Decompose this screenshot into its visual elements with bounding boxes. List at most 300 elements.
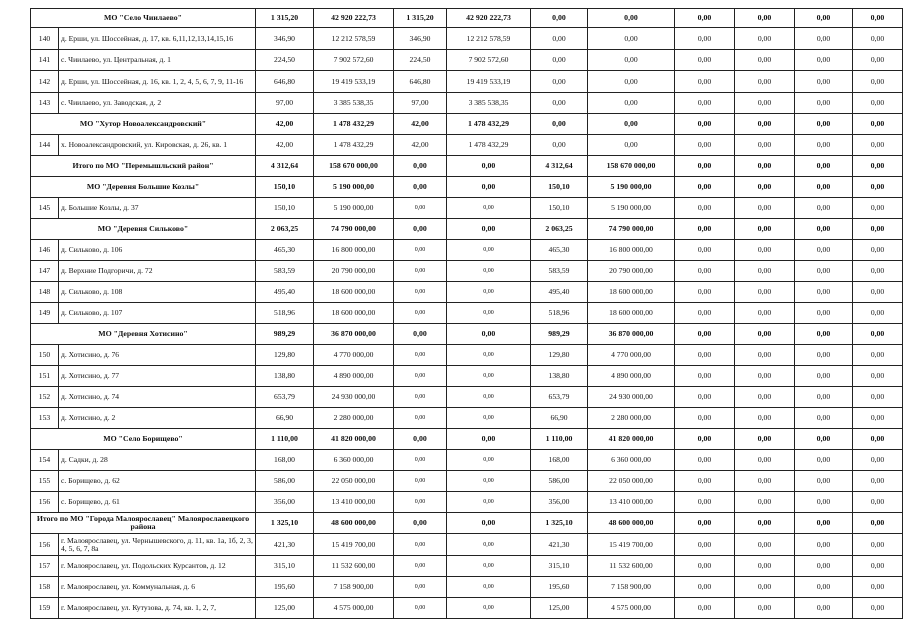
value-cell-1: 518,96 — [256, 303, 314, 324]
value-cell-7: 0,00 — [675, 534, 735, 556]
value-cell-5: 0,00 — [531, 71, 588, 93]
value-cell-1: 583,59 — [256, 261, 314, 282]
row-number: 153 — [31, 408, 59, 429]
value-cell-1: 42,00 — [256, 135, 314, 156]
address-cell: д. Хотисино, д. 2 — [59, 408, 256, 429]
value-cell-10: 0,00 — [853, 219, 903, 240]
row-number: 143 — [31, 93, 59, 114]
value-cell-6: 11 532 600,00 — [588, 556, 675, 577]
value-cell-4: 0,00 — [447, 534, 531, 556]
value-cell-5: 2 063,25 — [531, 219, 588, 240]
value-cell-6: 13 410 000,00 — [588, 492, 675, 513]
group-row — [31, 114, 903, 135]
value-cell-6: 0,00 — [588, 50, 675, 71]
table-row — [31, 71, 903, 93]
value-cell-6: 36 870 000,00 — [588, 324, 675, 345]
value-cell-3: 0,00 — [394, 387, 447, 408]
value-cell-9: 0,00 — [795, 156, 853, 177]
value-cell-1: 421,30 — [256, 534, 314, 556]
value-cell-7: 0,00 — [675, 261, 735, 282]
address-cell: г. Малоярославец, ул. Чернышевского, д. 11, кв. 1а, 1б, 2, 3, 4, 5, 6, 7, 8а — [59, 534, 256, 556]
value-cell-10: 0,00 — [853, 450, 903, 471]
value-cell-4: 0,00 — [447, 471, 531, 492]
value-cell-6: 5 190 000,00 — [588, 198, 675, 219]
value-cell-6: 18 600 000,00 — [588, 282, 675, 303]
value-cell-4: 7 902 572,60 — [447, 50, 531, 71]
value-cell-7: 0,00 — [675, 471, 735, 492]
value-cell-1: 150,10 — [256, 198, 314, 219]
value-cell-7: 0,00 — [675, 28, 735, 50]
value-cell-2: 48 600 000,00 — [314, 513, 394, 534]
group-title: МО "Хутор Новоалександровский" — [31, 114, 256, 135]
value-cell-2: 20 790 000,00 — [314, 261, 394, 282]
value-cell-5: 0,00 — [531, 50, 588, 71]
value-cell-2: 36 870 000,00 — [314, 324, 394, 345]
group-title: МО "Деревня Большие Козлы" — [31, 177, 256, 198]
address-cell: д. Ерши, ул. Шоссейная, д. 17, кв. 6,11,12,13,14,15,16 — [59, 28, 256, 50]
group-title: МО "Деревня Сильково" — [31, 219, 256, 240]
value-cell-3: 0,00 — [394, 261, 447, 282]
value-cell-6: 0,00 — [588, 114, 675, 135]
value-cell-8: 0,00 — [735, 471, 795, 492]
value-cell-9: 0,00 — [795, 50, 853, 71]
value-cell-1: 129,80 — [256, 345, 314, 366]
value-cell-10: 0,00 — [853, 282, 903, 303]
value-cell-9: 0,00 — [795, 198, 853, 219]
address-cell: г. Малоярославец, ул. Подольских Курсантов, д. 12 — [59, 556, 256, 577]
value-cell-2: 18 600 000,00 — [314, 282, 394, 303]
value-cell-1: 1 110,00 — [256, 429, 314, 450]
row-number: 158 — [31, 577, 59, 598]
value-cell-8: 0,00 — [735, 93, 795, 114]
value-cell-10: 0,00 — [853, 135, 903, 156]
value-cell-4: 0,00 — [447, 177, 531, 198]
value-cell-8: 0,00 — [735, 303, 795, 324]
value-cell-6: 48 600 000,00 — [588, 513, 675, 534]
value-cell-9: 0,00 — [795, 408, 853, 429]
value-cell-8: 0,00 — [735, 135, 795, 156]
row-number: 140 — [31, 28, 59, 50]
value-cell-6: 24 930 000,00 — [588, 387, 675, 408]
value-cell-3: 0,00 — [394, 513, 447, 534]
value-cell-4: 1 478 432,29 — [447, 114, 531, 135]
value-cell-10: 0,00 — [853, 577, 903, 598]
value-cell-6: 6 360 000,00 — [588, 450, 675, 471]
value-cell-9: 0,00 — [795, 219, 853, 240]
table-row — [31, 598, 903, 619]
value-cell-9: 0,00 — [795, 28, 853, 50]
value-cell-3: 42,00 — [394, 135, 447, 156]
row-number: 151 — [31, 366, 59, 387]
address-cell: с. Борищево, д. 61 — [59, 492, 256, 513]
value-cell-7: 0,00 — [675, 345, 735, 366]
value-cell-8: 0,00 — [735, 577, 795, 598]
address-cell: д. Большие Козлы, д. 37 — [59, 198, 256, 219]
value-cell-10: 0,00 — [853, 240, 903, 261]
value-cell-1: 356,00 — [256, 492, 314, 513]
value-cell-7: 0,00 — [675, 219, 735, 240]
value-cell-7: 0,00 — [675, 577, 735, 598]
value-cell-10: 0,00 — [853, 598, 903, 619]
value-cell-1: 653,79 — [256, 387, 314, 408]
value-cell-6: 0,00 — [588, 9, 675, 28]
value-cell-2: 5 190 000,00 — [314, 177, 394, 198]
value-cell-9: 0,00 — [795, 598, 853, 619]
value-cell-1: 97,00 — [256, 93, 314, 114]
group-row — [31, 156, 903, 177]
group-title: МО "Деревня Хотисино" — [31, 324, 256, 345]
value-cell-7: 0,00 — [675, 303, 735, 324]
table-row — [31, 492, 903, 513]
value-cell-1: 168,00 — [256, 450, 314, 471]
value-cell-8: 0,00 — [735, 240, 795, 261]
table-body — [31, 9, 903, 619]
value-cell-5: 1 325,10 — [531, 513, 588, 534]
value-cell-2: 15 419 700,00 — [314, 534, 394, 556]
value-cell-2: 19 419 533,19 — [314, 71, 394, 93]
value-cell-10: 0,00 — [853, 71, 903, 93]
value-cell-4: 0,00 — [447, 219, 531, 240]
value-cell-8: 0,00 — [735, 282, 795, 303]
value-cell-1: 4 312,64 — [256, 156, 314, 177]
value-cell-6: 0,00 — [588, 28, 675, 50]
row-number: 155 — [31, 471, 59, 492]
row-number: 141 — [31, 50, 59, 71]
address-cell: г. Малоярославец, ул. Коммунальная, д. 6 — [59, 577, 256, 598]
value-cell-3: 0,00 — [394, 450, 447, 471]
table-row — [31, 471, 903, 492]
value-cell-1: 224,50 — [256, 50, 314, 71]
value-cell-7: 0,00 — [675, 50, 735, 71]
value-cell-4: 0,00 — [447, 366, 531, 387]
value-cell-5: 150,10 — [531, 198, 588, 219]
value-cell-5: 129,80 — [531, 345, 588, 366]
value-cell-8: 0,00 — [735, 156, 795, 177]
value-cell-5: 0,00 — [531, 135, 588, 156]
value-cell-5: 195,60 — [531, 577, 588, 598]
value-cell-4: 0,00 — [447, 598, 531, 619]
value-cell-8: 0,00 — [735, 198, 795, 219]
value-cell-1: 66,90 — [256, 408, 314, 429]
value-cell-10: 0,00 — [853, 408, 903, 429]
value-cell-10: 0,00 — [853, 366, 903, 387]
table-row — [31, 408, 903, 429]
value-cell-9: 0,00 — [795, 492, 853, 513]
table-row — [31, 366, 903, 387]
value-cell-9: 0,00 — [795, 93, 853, 114]
value-cell-1: 42,00 — [256, 114, 314, 135]
address-cell: д. Хотисино, д. 76 — [59, 345, 256, 366]
value-cell-9: 0,00 — [795, 324, 853, 345]
value-cell-6: 16 800 000,00 — [588, 240, 675, 261]
value-cell-5: 586,00 — [531, 471, 588, 492]
value-cell-10: 0,00 — [853, 345, 903, 366]
group-row — [31, 9, 903, 28]
value-cell-4: 3 385 538,35 — [447, 93, 531, 114]
table-row — [31, 261, 903, 282]
value-cell-6: 0,00 — [588, 71, 675, 93]
value-cell-8: 0,00 — [735, 513, 795, 534]
value-cell-9: 0,00 — [795, 135, 853, 156]
value-cell-5: 495,40 — [531, 282, 588, 303]
value-cell-7: 0,00 — [675, 387, 735, 408]
value-cell-5: 518,96 — [531, 303, 588, 324]
value-cell-2: 7 158 900,00 — [314, 577, 394, 598]
value-cell-10: 0,00 — [853, 492, 903, 513]
value-cell-4: 0,00 — [447, 282, 531, 303]
value-cell-5: 0,00 — [531, 114, 588, 135]
value-cell-2: 158 670 000,00 — [314, 156, 394, 177]
value-cell-1: 138,80 — [256, 366, 314, 387]
table-row — [31, 345, 903, 366]
value-cell-7: 0,00 — [675, 240, 735, 261]
value-cell-9: 0,00 — [795, 429, 853, 450]
group-row — [31, 429, 903, 450]
value-cell-6: 0,00 — [588, 135, 675, 156]
value-cell-8: 0,00 — [735, 598, 795, 619]
row-number: 142 — [31, 71, 59, 93]
value-cell-3: 0,00 — [394, 598, 447, 619]
table-row — [31, 240, 903, 261]
value-cell-2: 74 790 000,00 — [314, 219, 394, 240]
value-cell-8: 0,00 — [735, 450, 795, 471]
value-cell-3: 0,00 — [394, 240, 447, 261]
value-cell-9: 0,00 — [795, 71, 853, 93]
value-cell-4: 42 920 222,73 — [447, 9, 531, 28]
value-cell-3: 0,00 — [394, 219, 447, 240]
value-cell-4: 0,00 — [447, 387, 531, 408]
value-cell-7: 0,00 — [675, 114, 735, 135]
value-cell-1: 646,80 — [256, 71, 314, 93]
address-cell: д. Хотисино, д. 77 — [59, 366, 256, 387]
value-cell-5: 653,79 — [531, 387, 588, 408]
value-cell-6: 22 050 000,00 — [588, 471, 675, 492]
value-cell-9: 0,00 — [795, 534, 853, 556]
value-cell-7: 0,00 — [675, 198, 735, 219]
group-title: МО "Село Чиилаево" — [31, 9, 256, 28]
value-cell-6: 18 600 000,00 — [588, 303, 675, 324]
value-cell-7: 0,00 — [675, 324, 735, 345]
group-title: МО "Село Борищево" — [31, 429, 256, 450]
value-cell-2: 11 532 600,00 — [314, 556, 394, 577]
value-cell-5: 150,10 — [531, 177, 588, 198]
value-cell-6: 7 158 900,00 — [588, 577, 675, 598]
value-cell-3: 97,00 — [394, 93, 447, 114]
value-cell-9: 0,00 — [795, 513, 853, 534]
value-cell-5: 315,10 — [531, 556, 588, 577]
value-cell-10: 0,00 — [853, 556, 903, 577]
group-row — [31, 324, 903, 345]
value-cell-8: 0,00 — [735, 71, 795, 93]
table-row — [31, 28, 903, 50]
value-cell-10: 0,00 — [853, 534, 903, 556]
row-number: 150 — [31, 345, 59, 366]
value-cell-10: 0,00 — [853, 28, 903, 50]
value-cell-9: 0,00 — [795, 240, 853, 261]
value-cell-2: 42 920 222,73 — [314, 9, 394, 28]
value-cell-4: 0,00 — [447, 408, 531, 429]
group-row — [31, 219, 903, 240]
value-cell-4: 12 212 578,59 — [447, 28, 531, 50]
value-cell-10: 0,00 — [853, 324, 903, 345]
value-cell-8: 0,00 — [735, 28, 795, 50]
value-cell-10: 0,00 — [853, 156, 903, 177]
value-cell-8: 0,00 — [735, 345, 795, 366]
value-cell-8: 0,00 — [735, 114, 795, 135]
value-cell-3: 0,00 — [394, 303, 447, 324]
value-cell-3: 0,00 — [394, 471, 447, 492]
value-cell-5: 138,80 — [531, 366, 588, 387]
row-number: 145 — [31, 198, 59, 219]
value-cell-9: 0,00 — [795, 261, 853, 282]
value-cell-9: 0,00 — [795, 471, 853, 492]
value-cell-8: 0,00 — [735, 261, 795, 282]
value-cell-1: 2 063,25 — [256, 219, 314, 240]
value-cell-3: 0,00 — [394, 534, 447, 556]
value-cell-8: 0,00 — [735, 324, 795, 345]
value-cell-6: 15 419 700,00 — [588, 534, 675, 556]
value-cell-7: 0,00 — [675, 492, 735, 513]
row-number: 146 — [31, 240, 59, 261]
value-cell-7: 0,00 — [675, 9, 735, 28]
value-cell-9: 0,00 — [795, 556, 853, 577]
value-cell-7: 0,00 — [675, 156, 735, 177]
address-cell: с. Чиилаево, ул. Центральная, д. 1 — [59, 50, 256, 71]
value-cell-7: 0,00 — [675, 93, 735, 114]
value-cell-2: 4 575 000,00 — [314, 598, 394, 619]
value-cell-6: 4 575 000,00 — [588, 598, 675, 619]
value-cell-9: 0,00 — [795, 114, 853, 135]
value-cell-5: 168,00 — [531, 450, 588, 471]
value-cell-10: 0,00 — [853, 387, 903, 408]
value-cell-3: 346,90 — [394, 28, 447, 50]
value-cell-5: 465,30 — [531, 240, 588, 261]
value-cell-2: 22 050 000,00 — [314, 471, 394, 492]
value-cell-4: 0,00 — [447, 556, 531, 577]
value-cell-3: 42,00 — [394, 114, 447, 135]
value-cell-4: 1 478 432,29 — [447, 135, 531, 156]
value-cell-1: 1 315,20 — [256, 9, 314, 28]
address-cell: д. Верхние Подгоричи, д. 72 — [59, 261, 256, 282]
table-row — [31, 450, 903, 471]
value-cell-7: 0,00 — [675, 598, 735, 619]
value-cell-8: 0,00 — [735, 50, 795, 71]
group-row — [31, 513, 903, 534]
value-cell-8: 0,00 — [735, 219, 795, 240]
value-cell-3: 0,00 — [394, 429, 447, 450]
value-cell-2: 5 190 000,00 — [314, 198, 394, 219]
table-row — [31, 93, 903, 114]
value-cell-10: 0,00 — [853, 9, 903, 28]
value-cell-10: 0,00 — [853, 177, 903, 198]
value-cell-4: 0,00 — [447, 261, 531, 282]
value-cell-8: 0,00 — [735, 387, 795, 408]
row-number: 144 — [31, 135, 59, 156]
value-cell-2: 1 478 432,29 — [314, 135, 394, 156]
address-cell: д. Сильково, д. 108 — [59, 282, 256, 303]
value-cell-3: 0,00 — [394, 324, 447, 345]
value-cell-4: 0,00 — [447, 492, 531, 513]
value-cell-3: 0,00 — [394, 556, 447, 577]
value-cell-5: 0,00 — [531, 93, 588, 114]
table-row — [31, 135, 903, 156]
address-cell: д. Сильково, д. 106 — [59, 240, 256, 261]
value-cell-1: 150,10 — [256, 177, 314, 198]
value-cell-2: 18 600 000,00 — [314, 303, 394, 324]
value-cell-4: 0,00 — [447, 156, 531, 177]
value-cell-2: 1 478 432,29 — [314, 114, 394, 135]
value-cell-7: 0,00 — [675, 71, 735, 93]
address-cell: д. Садки, д. 28 — [59, 450, 256, 471]
value-cell-4: 0,00 — [447, 450, 531, 471]
value-cell-5: 989,29 — [531, 324, 588, 345]
value-cell-9: 0,00 — [795, 366, 853, 387]
value-cell-2: 2 280 000,00 — [314, 408, 394, 429]
value-cell-8: 0,00 — [735, 492, 795, 513]
value-cell-8: 0,00 — [735, 429, 795, 450]
value-cell-1: 989,29 — [256, 324, 314, 345]
table-row — [31, 50, 903, 71]
value-cell-8: 0,00 — [735, 366, 795, 387]
address-cell: д. Сильково, д. 107 — [59, 303, 256, 324]
row-number: 154 — [31, 450, 59, 471]
value-cell-4: 0,00 — [447, 198, 531, 219]
row-number: 156 — [31, 492, 59, 513]
value-cell-3: 0,00 — [394, 345, 447, 366]
value-cell-10: 0,00 — [853, 93, 903, 114]
value-cell-10: 0,00 — [853, 429, 903, 450]
value-cell-1: 315,10 — [256, 556, 314, 577]
address-cell: д. Ерши, ул. Шоссейная, д. 16, кв. 1, 2, 4, 5, 6, 7, 9, 11-16 — [59, 71, 256, 93]
value-cell-3: 0,00 — [394, 577, 447, 598]
value-cell-9: 0,00 — [795, 577, 853, 598]
value-cell-10: 0,00 — [853, 303, 903, 324]
table-row — [31, 556, 903, 577]
address-cell: с. Борищево, д. 62 — [59, 471, 256, 492]
group-row — [31, 177, 903, 198]
table-row — [31, 282, 903, 303]
table-row — [31, 534, 903, 556]
value-cell-2: 4 890 000,00 — [314, 366, 394, 387]
value-cell-2: 16 800 000,00 — [314, 240, 394, 261]
value-cell-3: 0,00 — [394, 408, 447, 429]
value-cell-5: 125,00 — [531, 598, 588, 619]
value-cell-6: 2 280 000,00 — [588, 408, 675, 429]
value-cell-3: 646,80 — [394, 71, 447, 93]
housing-program-table — [30, 8, 903, 619]
row-number: 147 — [31, 261, 59, 282]
value-cell-5: 0,00 — [531, 9, 588, 28]
value-cell-4: 0,00 — [447, 429, 531, 450]
value-cell-9: 0,00 — [795, 282, 853, 303]
value-cell-7: 0,00 — [675, 135, 735, 156]
value-cell-5: 4 312,64 — [531, 156, 588, 177]
value-cell-9: 0,00 — [795, 9, 853, 28]
value-cell-3: 224,50 — [394, 50, 447, 71]
value-cell-3: 0,00 — [394, 492, 447, 513]
value-cell-7: 0,00 — [675, 513, 735, 534]
value-cell-2: 41 820 000,00 — [314, 429, 394, 450]
value-cell-4: 0,00 — [447, 324, 531, 345]
value-cell-10: 0,00 — [853, 114, 903, 135]
address-cell: с. Чиилаево, ул. Заводская, д. 2 — [59, 93, 256, 114]
row-number: 152 — [31, 387, 59, 408]
value-cell-3: 0,00 — [394, 177, 447, 198]
group-title: Итого по МО "Перемышльский район" — [31, 156, 256, 177]
address-cell: д. Хотисино, д. 74 — [59, 387, 256, 408]
value-cell-2: 7 902 572,60 — [314, 50, 394, 71]
value-cell-8: 0,00 — [735, 534, 795, 556]
